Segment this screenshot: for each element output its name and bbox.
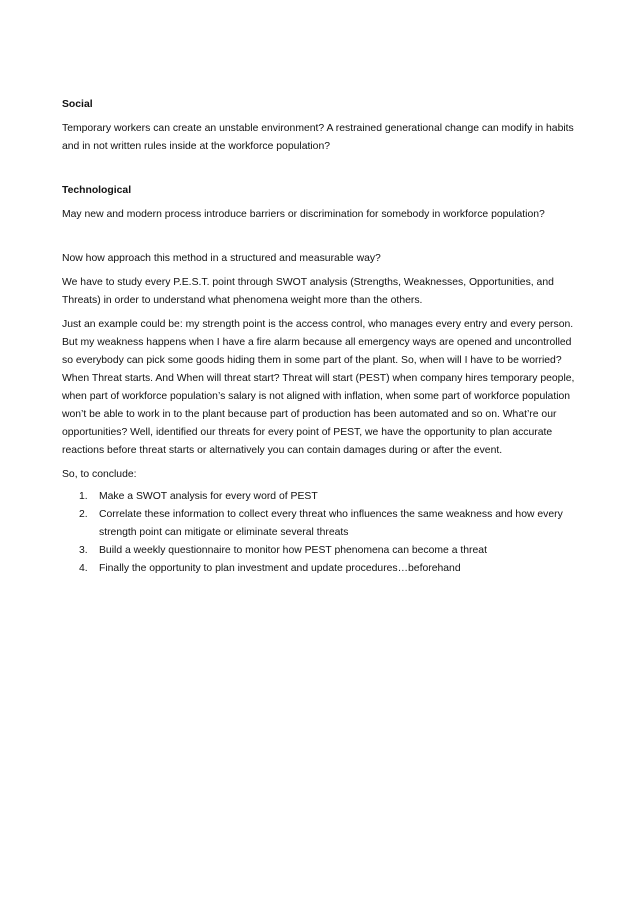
list-item-text: Build a weekly questionnaire to monitor how PEST phenomena can become a threat: [99, 545, 487, 556]
list-item-text: Finally the opportunity to plan investment and update procedures…beforehand: [99, 563, 461, 574]
conclusion-intro: So, to conclude:: [62, 469, 137, 480]
spacer: [62, 156, 582, 182]
list-item-number: 4.: [79, 563, 88, 574]
list-item-text: Correlate these information to collect every threat who influences the same weakness and how every strength point can mitigate or eliminate several threats: [99, 509, 563, 538]
method-question-paragraph: Now how approach this method in a structured and measurable way?: [62, 253, 381, 264]
swot-paragraph: We have to study every P.E.S.T. point through SWOT analysis (Strengths, Weaknesses, Opportunities, and Threats) in order to understand what phenomena weight more than the others.: [62, 277, 554, 306]
conclusion-list: [62, 488, 582, 578]
technological-heading: Technological: [62, 185, 132, 196]
list-item: [62, 560, 582, 578]
social-paragraph: Temporary workers can create an unstable environment? A restrained generational change can modify in habits and in not written rules inside at the workforce population?: [62, 123, 574, 152]
list-item-number: 2.: [79, 509, 88, 520]
social-heading: Social: [62, 99, 93, 110]
document-page: [62, 96, 582, 578]
spacer: [62, 224, 582, 250]
list-item: [62, 488, 582, 506]
list-item-text: Make a SWOT analysis for every word of PEST: [99, 491, 318, 502]
list-item-number: 1.: [79, 491, 88, 502]
list-item-number: 3.: [79, 545, 88, 556]
example-paragraph: Just an example could be: my strength point is the access control, who manages every entry and every person. But my weakness happens when I have a fire alarm because all emergency ways are opened and uncontrolled so everybody can pick some goods hiding them in some part of the plant. So, when will I have to be worried? When Threat starts. And When will threat start? Threat will start (PEST) when company hires temporary people, when part of workforce population’s salary is not aligned with inflation, when some part of workforce population won’t be able to work in to the plant because part of production has been automated and so on. What’re our opportunities? Well, identified our threats for every point of PEST, we have the opportunity to plan accurate reactions before threat starts or alternatively you can contain damages during or after the event.: [62, 319, 575, 456]
technological-paragraph: May new and modern process introduce barriers or discrimination for somebody in workforce population?: [62, 209, 545, 220]
list-item: [62, 542, 582, 560]
list-item: [62, 506, 582, 542]
